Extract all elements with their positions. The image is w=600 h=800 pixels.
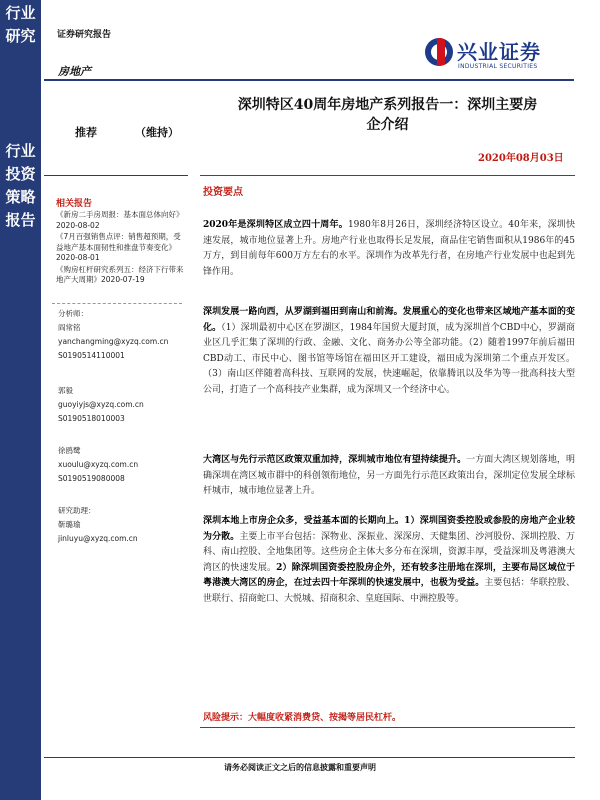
analyst-separator — [52, 303, 182, 304]
analyst-email[interactable]: yanchangming@xyzq.com.cn — [58, 337, 169, 346]
report-title — [195, 95, 580, 135]
analyst-block — [58, 384, 144, 426]
related-report-item[interactable]: 《新房二手房周报：基本面总体向好》2020-08-02 — [56, 210, 184, 230]
paragraph-lead: 深圳本地上市房企众多，受益基本面的长期向上。1）深圳国资委控股或参股的房地产企业较为分散。 — [203, 516, 575, 542]
paragraph-developers — [203, 514, 575, 607]
analyst-block — [58, 504, 138, 546]
analyst-email[interactable]: xuoulu@xyzq.com.cn — [58, 460, 139, 469]
analyst-name: 郭毅 — [58, 386, 73, 395]
footer-divider — [44, 757, 575, 758]
paragraph-westward — [203, 305, 575, 398]
sidebar-report-type: 行业投资策略报告 — [5, 142, 36, 229]
rating-value: 推荐 — [75, 126, 97, 139]
sidebar-top-label: 行业研究 — [5, 4, 36, 45]
analyst-name: 阎常铭 — [58, 323, 81, 332]
footer-disclaimer: 请务必阅读正文之后的信息披露和重要声明 — [224, 763, 376, 772]
paragraph-lead: 深圳发展一路向西，从罗湖到福田到南山和前海。发展重心的变化也带来区域地产基本面的变化。 — [203, 307, 575, 333]
paragraph-anniversary — [203, 218, 575, 280]
paragraph-lead: 大湾区与先行示范区政策双重加持，深圳城市地位有望持续提升。 — [203, 455, 467, 465]
related-report-item[interactable]: 《购房杠杆研究系列五：经济下行带来地产大周期》2020-07-19 — [56, 264, 184, 284]
analyst-role: 研究助理： — [58, 506, 96, 515]
paragraph-body: 1980年8月26日，深圳经济特区设立。40年来，深圳快速发展，城市地位显著上升。房地产行业也取得长足发展，商品住宅销售面积从1986年的45万方，到目前每年600万方左右的水平。深圳作为改革先行者，在房地产行业发展中也起到先锋作用。 — [203, 220, 575, 277]
analyst-id: S0190519080008 — [58, 474, 125, 483]
paragraph-lead-2: 2）除深圳国资委控股房企外，还有较多注册地在深圳，主要布局区域位于粤港澳大湾区的房企，在过去四十年深圳的快速发展中，也极为受益。 — [203, 562, 575, 588]
investment-highlights-heading: 投资要点 — [203, 187, 243, 198]
paragraph-body: 一方面大湾区规划落地，明确深圳在湾区城市群中的科创领衔地位，另一方面先行示范区政策出台，深圳定位发展全球标杆城市，城市地位显著上升。 — [203, 455, 575, 496]
analyst-role: 分析师： — [58, 309, 88, 318]
logo-name-en: INDUSTRIAL SECURITIES — [458, 63, 538, 70]
analyst-name: 徐鸥鹭 — [58, 446, 81, 455]
analyst-email[interactable]: jinluyu@xyzq.com.cn — [58, 534, 138, 543]
paragraph-body-2: 主要包括：华联控股、世联行、招商蛇口、大悦城、招商积余、皇庭国际、中洲控股等。 — [203, 578, 575, 604]
related-report-item[interactable]: 《7月百强销售点评：销售超预期，受益地产基本面韧性和推盘节奏变化》2020-08-01 — [56, 232, 181, 262]
analyst-block — [58, 444, 138, 486]
logo-name-cn: 兴业证券 — [457, 40, 541, 64]
title-line-2: 企介绍 — [366, 117, 409, 133]
risk-divider — [200, 727, 575, 728]
header-divider — [44, 79, 574, 81]
paragraph-body: （1）深圳最初中心区在罗湖区，1984年国贸大厦封顶，成为深圳首个CBD中心，罗湖商业区几乎汇集了深圳的行政、金融、文化、商务办公等全部功能。（2）随着1997年前后福田CBD动工、市民中心、图书馆等场馆在福田区开工建设，福田成为深圳第二个重点开发区。（3）南山区伴随着高科技、互联网的发展，快速崛起，依靠腾讯以及华为等一批高科技大型公司，打造了一个高科技产业集群，成为深圳又一个经济中心。 — [203, 322, 575, 395]
paragraph-policy — [203, 453, 575, 500]
analyst-email[interactable]: guoyiyjs@xyzq.com.cn — [58, 400, 144, 409]
sector-label: 房地产 — [58, 65, 91, 78]
analyst-block — [58, 307, 168, 363]
title-line-1: 深圳特区40周年房地产系列报告一：深圳主要房 — [237, 97, 538, 113]
report-date: 2020年08月03日 — [478, 153, 564, 164]
analyst-name: 靳璐瑜 — [58, 520, 81, 529]
report-type-label: 证券研究报告 — [57, 30, 112, 40]
sidebar-band — [0, 0, 41, 800]
right-divider — [200, 175, 575, 176]
related-reports-heading: 相关报告 — [56, 199, 93, 209]
rating-status: （维持） — [135, 126, 179, 139]
logo-icon — [425, 38, 453, 66]
paragraph-lead: 2020年是深圳特区成立四十周年。 — [203, 220, 348, 230]
analyst-id: S0190518010003 — [58, 414, 125, 423]
related-reports-list — [56, 210, 188, 287]
company-logo — [425, 36, 575, 74]
paragraph-body: 主要上市平台包括：深物业、深振业、深深房、天健集团、沙河股份、深圳控股、万科、南山控股、全地集团等。这些房企主体大多分布在深圳，资源丰厚，受益深圳及粤港澳大湾区的快速发展。 — [203, 531, 575, 573]
analyst-id: S0190514110001 — [58, 351, 125, 360]
risk-warning: 风险提示：大幅度收紧消费贷、按揭等居民杠杆。 — [203, 713, 402, 723]
left-divider — [44, 175, 188, 176]
